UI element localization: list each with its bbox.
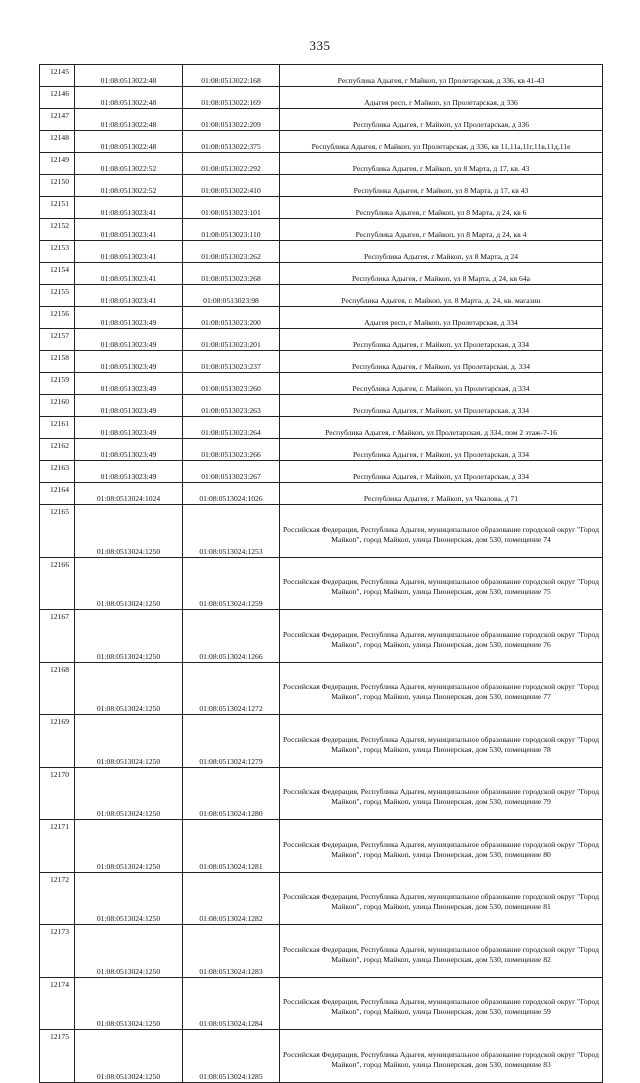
cadastral-number-parent: 01:08:0513023:49 [75, 395, 183, 417]
cadastral-number-parent: 01:08:0513023:49 [75, 439, 183, 461]
address-cell: Республика Адыгея, г Майкоп, ул Чкалова, д 71 [280, 483, 603, 505]
row-number: 12175 [40, 1030, 75, 1083]
address-cell: Адыгея респ, г Майкоп, ул Пролетарская, д 334 [280, 307, 603, 329]
cadastral-number: 01:08:0513022:168 [183, 65, 280, 87]
cadastral-number-parent: 01:08:0513023:49 [75, 307, 183, 329]
address-cell: Российская Федерация, Республика Адыгея, муниципальное образование городской округ "Город Майкоп", город Майкоп, улица Пионерская, дом 530, помещение 75 [280, 557, 603, 610]
cadastral-number-parent: 01:08:0513022:52 [75, 175, 183, 197]
address-cell: Республика Адыгея, г Майкоп, ул 8 Марта, д 24, кв 64а [280, 263, 603, 285]
table-row [40, 1030, 603, 1083]
address-cell: Российская Федерация, Республика Адыгея, муниципальное образование городской округ "Город Майкоп", город Майкоп, улица Пионерская, дом 530, помещение 74 [280, 505, 603, 558]
table-row [40, 395, 603, 417]
address-cell: Российская Федерация, Республика Адыгея, муниципальное образование городской округ "Город Майкоп", город Майкоп, улица Пионерская, дом 530, помещение 82 [280, 925, 603, 978]
row-number: 12167 [40, 610, 75, 663]
address-cell: Республика Адыгея, г Майкоп, ул Пролетарская, д 334 [280, 461, 603, 483]
cadastral-number: 01:08:0513024:1281 [183, 820, 280, 873]
cadastral-number: 01:08:0513023:98 [183, 285, 280, 307]
address-cell: Адыгея респ, г Майкоп, ул Пролетарская, д 336 [280, 87, 603, 109]
cadastral-number: 01:08:0513024:1266 [183, 610, 280, 663]
address-cell: Российская Федерация, Республика Адыгея, муниципальное образование городской округ "Город Майкоп", город Майкоп, улица Пионерская, дом 530, помещение 76 [280, 610, 603, 663]
cadastral-number-parent: 01:08:0513024:1250 [75, 715, 183, 768]
row-number: 12147 [40, 109, 75, 131]
table-row [40, 153, 603, 175]
table-row [40, 307, 603, 329]
row-number: 12153 [40, 241, 75, 263]
cadastral-number: 01:08:0513024:1279 [183, 715, 280, 768]
cadastral-number: 01:08:0513024:1284 [183, 977, 280, 1030]
row-number: 12150 [40, 175, 75, 197]
cadastral-number: 01:08:0513023:200 [183, 307, 280, 329]
table-row [40, 505, 603, 558]
table-row [40, 131, 603, 153]
table-row [40, 439, 603, 461]
cadastral-number: 01:08:0513022:375 [183, 131, 280, 153]
table-row [40, 175, 603, 197]
cadastral-number: 01:08:0513023:260 [183, 373, 280, 395]
row-number: 12171 [40, 820, 75, 873]
cadastral-number: 01:08:0513024:1259 [183, 557, 280, 610]
row-number: 12160 [40, 395, 75, 417]
cadastral-number: 01:08:0513023:264 [183, 417, 280, 439]
cadastral-number: 01:08:0513024:1026 [183, 483, 280, 505]
table-row [40, 610, 603, 663]
table-row [40, 461, 603, 483]
table-row [40, 197, 603, 219]
table-row [40, 219, 603, 241]
row-number: 12158 [40, 351, 75, 373]
cadastral-number: 01:08:0513023:266 [183, 439, 280, 461]
cadastral-number-parent: 01:08:0513024:1024 [75, 483, 183, 505]
row-number: 12164 [40, 483, 75, 505]
row-number: 12172 [40, 872, 75, 925]
cadastral-number: 01:08:0513023:201 [183, 329, 280, 351]
cadastral-number: 01:08:0513022:292 [183, 153, 280, 175]
table-body [40, 65, 603, 1083]
cadastral-number-parent: 01:08:0513024:1250 [75, 872, 183, 925]
cadastral-number: 01:08:0513023:263 [183, 395, 280, 417]
cadastral-number: 01:08:0513023:101 [183, 197, 280, 219]
table-row [40, 557, 603, 610]
address-cell: Республика Адыгея, г. Майкоп, ул. 8 Марта, д. 24, кв. магазин [280, 285, 603, 307]
cadastral-number-parent: 01:08:0513024:1250 [75, 977, 183, 1030]
address-cell: Республика Адыгея, г. Майкоп, ул Пролетарская, д 334 [280, 373, 603, 395]
cadastral-number: 01:08:0513023:268 [183, 263, 280, 285]
cadastral-number-parent: 01:08:0513023:41 [75, 285, 183, 307]
row-number: 12155 [40, 285, 75, 307]
cadastral-number-parent: 01:08:0513023:41 [75, 197, 183, 219]
address-cell: Республика Адыгея, г Майкоп, ул Пролетарская, д 336 [280, 109, 603, 131]
cadastral-number-parent: 01:08:0513023:41 [75, 263, 183, 285]
row-number: 12157 [40, 329, 75, 351]
cadastral-number-parent: 01:08:0513023:49 [75, 373, 183, 395]
cadastral-number: 01:08:0513023:262 [183, 241, 280, 263]
table-row [40, 241, 603, 263]
cadastral-number-parent: 01:08:0513023:41 [75, 241, 183, 263]
table-row [40, 483, 603, 505]
row-number: 12145 [40, 65, 75, 87]
row-number: 12151 [40, 197, 75, 219]
cadastral-number: 01:08:0513024:1285 [183, 1030, 280, 1083]
cadastral-number: 01:08:0513023:267 [183, 461, 280, 483]
cadastral-number-parent: 01:08:0513023:41 [75, 219, 183, 241]
table-row [40, 662, 603, 715]
table-row [40, 351, 603, 373]
address-cell: Республика Адыгея, г Майкоп, ул 8 Марта, д 24 [280, 241, 603, 263]
table-row [40, 87, 603, 109]
table-row [40, 373, 603, 395]
table-row [40, 65, 603, 87]
address-cell: Российская Федерация, Республика Адыгея, муниципальное образование городской округ "Город Майкоп", город Майкоп, улица Пионерская, дом 530, помещение 59 [280, 977, 603, 1030]
table-row [40, 767, 603, 820]
table-row [40, 329, 603, 351]
cadastral-number: 01:08:0513022:169 [183, 87, 280, 109]
address-cell: Республика Адыгея, г Майкоп, ул Пролетарская, д 334, пом 2 этаж-7-16 [280, 417, 603, 439]
table-row [40, 820, 603, 873]
table-row [40, 872, 603, 925]
cadastral-number: 01:08:0513024:1283 [183, 925, 280, 978]
row-number: 12170 [40, 767, 75, 820]
row-number: 12146 [40, 87, 75, 109]
cadastral-number: 01:08:0513024:1282 [183, 872, 280, 925]
cadastral-number-parent: 01:08:0513022:48 [75, 109, 183, 131]
row-number: 12173 [40, 925, 75, 978]
cadastral-number: 01:08:0513022:209 [183, 109, 280, 131]
address-cell: Республика Адыгея, г Майкоп, ул Пролетарская, д 336, кв 11,11а,11г,11в,11д,11е [280, 131, 603, 153]
table-row [40, 109, 603, 131]
row-number: 12159 [40, 373, 75, 395]
cadastral-number: 01:08:0513023:110 [183, 219, 280, 241]
cadastral-number-parent: 01:08:0513024:1250 [75, 505, 183, 558]
cadastral-number: 01:08:0513024:1280 [183, 767, 280, 820]
address-cell: Республика Адыгея, г Майкоп, ул Пролетарская, д 334 [280, 439, 603, 461]
table-row [40, 285, 603, 307]
cadastral-number-parent: 01:08:0513023:49 [75, 351, 183, 373]
address-cell: Российская Федерация, Республика Адыгея, муниципальное образование городской округ "Город Майкоп", город Майкоп, улица Пионерская, дом 530, помещение 83 [280, 1030, 603, 1083]
cadastral-number-parent: 01:08:0513023:49 [75, 417, 183, 439]
cadastral-number-parent: 01:08:0513024:1250 [75, 662, 183, 715]
row-number: 12149 [40, 153, 75, 175]
cadastral-number: 01:08:0513024:1272 [183, 662, 280, 715]
address-cell: Российская Федерация, Республика Адыгея, муниципальное образование городской округ "Город Майкоп", город Майкоп, улица Пионерская, дом 530, помещение 81 [280, 872, 603, 925]
row-number: 12148 [40, 131, 75, 153]
row-number: 12152 [40, 219, 75, 241]
address-cell: Республика Адыгея, г Майкоп, ул 8 Марта, д 17, кв 43 [280, 175, 603, 197]
row-number: 12161 [40, 417, 75, 439]
address-cell: Российская Федерация, Республика Адыгея, муниципальное образование городской округ "Город Майкоп", город Майкоп, улица Пионерская, дом 530, помещение 79 [280, 767, 603, 820]
cadastral-number-parent: 01:08:0513022:48 [75, 65, 183, 87]
address-cell: Республика Адыгея, г Майкоп, ул 8 Марта, д 24, кв 6 [280, 197, 603, 219]
cadastral-number-parent: 01:08:0513024:1250 [75, 557, 183, 610]
page-number: 335 [309, 38, 331, 53]
cadastral-number-parent: 01:08:0513024:1250 [75, 820, 183, 873]
cadastral-number-parent: 01:08:0513024:1250 [75, 925, 183, 978]
row-number: 12169 [40, 715, 75, 768]
cadastral-number: 01:08:0513024:1253 [183, 505, 280, 558]
table-row [40, 263, 603, 285]
cadastral-number-parent: 01:08:0513022:52 [75, 153, 183, 175]
cadastral-number-parent: 01:08:0513022:48 [75, 87, 183, 109]
address-cell: Республика Адыгея, г Майкоп, ул 8 Марта, д 17, кв. 43 [280, 153, 603, 175]
address-cell: Российская Федерация, Республика Адыгея, муниципальное образование городской округ "Город Майкоп", город Майкоп, улица Пионерская, дом 530, помещение 80 [280, 820, 603, 873]
table-row [40, 417, 603, 439]
row-number: 12165 [40, 505, 75, 558]
cadastral-number-parent: 01:08:0513022:48 [75, 131, 183, 153]
cadastral-number: 01:08:0513022:410 [183, 175, 280, 197]
address-cell: Республика Адыгея, г Майкоп, ул Пролетарская, д 334 [280, 329, 603, 351]
cadastral-number-parent: 01:08:0513024:1250 [75, 610, 183, 663]
registry-table [39, 64, 603, 1083]
cadastral-number-parent: 01:08:0513023:49 [75, 461, 183, 483]
cadastral-number-parent: 01:08:0513024:1250 [75, 1030, 183, 1083]
address-cell: Республика Адыгея, г Майкоп, ул 8 Марта, д 24, кв 4 [280, 219, 603, 241]
address-cell: Республика Адыгея, г Майкоп, ул Пролетарская, д 334 [280, 395, 603, 417]
address-cell: Российская Федерация, Республика Адыгея, муниципальное образование городской округ "Город Майкоп", город Майкоп, улица Пионерская, дом 530, помещение 78 [280, 715, 603, 768]
row-number: 12166 [40, 557, 75, 610]
row-number: 12162 [40, 439, 75, 461]
address-cell: Республика Адыгея, г Майкоп, ул Пролетарская, д 336, кв 41-43 [280, 65, 603, 87]
row-number: 12168 [40, 662, 75, 715]
cadastral-number-parent: 01:08:0513024:1250 [75, 767, 183, 820]
cadastral-number-parent: 01:08:0513023:49 [75, 329, 183, 351]
row-number: 12163 [40, 461, 75, 483]
row-number: 12174 [40, 977, 75, 1030]
table-row [40, 715, 603, 768]
cadastral-number: 01:08:0513023:237 [183, 351, 280, 373]
row-number: 12154 [40, 263, 75, 285]
table-row [40, 925, 603, 978]
row-number: 12156 [40, 307, 75, 329]
address-cell: Российская Федерация, Республика Адыгея, муниципальное образование городской округ "Город Майкоп", город Майкоп, улица Пионерская, дом 530, помещение 77 [280, 662, 603, 715]
address-cell: Республика Адыгея, г Майкоп, ул Пролетарская, д. 334 [280, 351, 603, 373]
table-row [40, 977, 603, 1030]
